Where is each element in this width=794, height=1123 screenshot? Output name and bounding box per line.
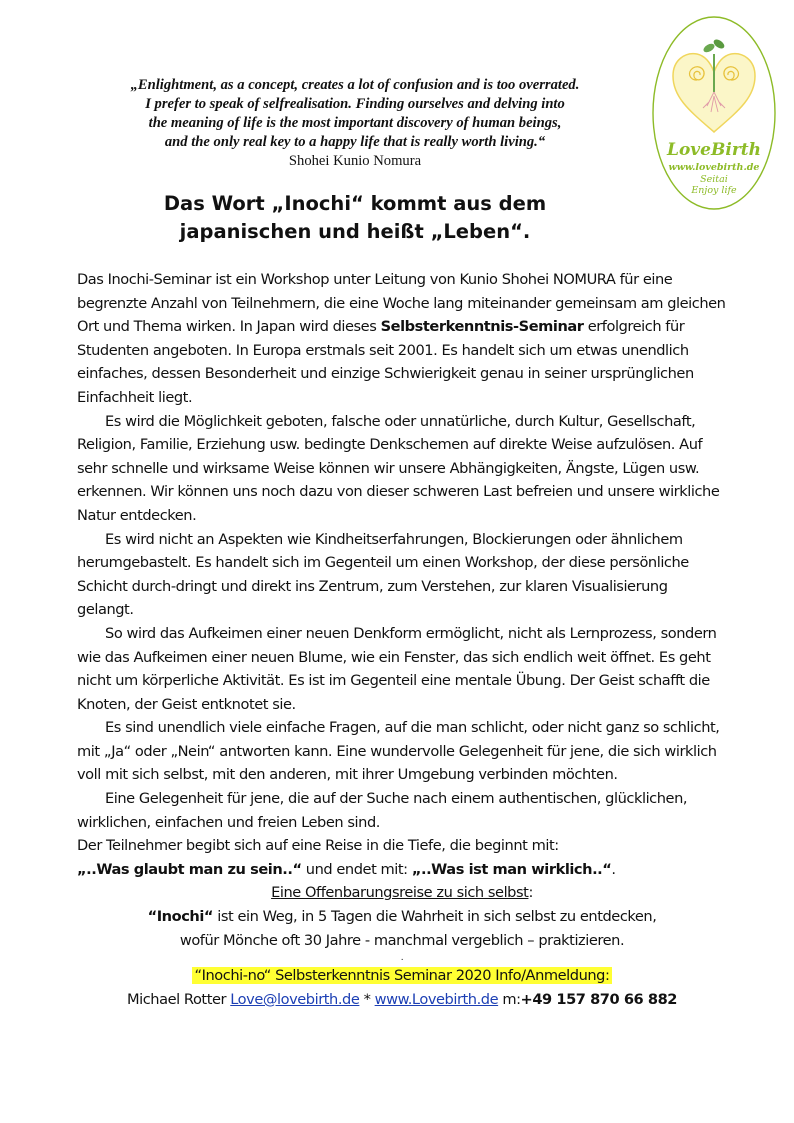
journey-colon: : <box>528 884 533 902</box>
paragraph <box>77 268 727 410</box>
footer-contact <box>77 988 727 1012</box>
footer-highlight-line <box>77 964 727 988</box>
paragraph: Eine Gelegenheit für jene, die auf der Suche nach einem authentischen, glücklichen, wirklichen, einfachen und freien Leben sind. <box>77 790 688 831</box>
paragraph: So wird das Aufkeimen einer neuen Denkform ermöglicht, nicht als Lernprozess, sondern wie das Aufkeimen einer neuen Blume, wie ein Fenster, das sich endlich weit öffnet. Es geht nicht um körperliche Aktivität. Es ist im Gegenteil eine mentale Übung. Der Geist schafft die Knoten, der Geist entknotet sie. <box>77 624 717 713</box>
paragraph-text: erfolgreich für Studenten angeboten. In Europa erstmals seit 2001. Es handelt sich um etwas unendlich einfaches, dessen Besonderheit und einzige Schwierigkeit genau in seiner ursprünglichen Einfachheit liegt. <box>77 318 694 406</box>
quote-line: the meaning of life is the most important discovery of human beings, <box>148 115 562 131</box>
paragraph-bold: „..Was glaubt man zu sein..“ <box>77 860 302 878</box>
journey-underlined: Eine Offenbarungsreise zu sich selbst <box>271 884 529 902</box>
paragraph-bold: Selbsterkenntnis-Seminar <box>380 318 584 336</box>
email-link[interactable]: Love@lovebirth.de <box>230 990 360 1008</box>
inochi-line <box>77 905 727 929</box>
paragraph-text: und endet mit: <box>301 860 412 878</box>
journey-line <box>77 881 727 905</box>
phone-number: +49 157 870 66 882 <box>520 990 678 1008</box>
phone-prefix: m: <box>498 990 521 1008</box>
inochi-bold: “Inochi“ <box>147 908 214 926</box>
logo-url: www.lovebirth.de <box>668 162 760 173</box>
paragraph: Es wird die Möglichkeit geboten, falsche oder unnatürliche, durch Kultur, Gesellschaft, Religion, Familie, Erziehung usw. bedingte Denkschemen auf direkte Weise aufzulösen. Auf sehr schnelle und wirksame Weise können wir unsere Abhängigkeiten, Ängste, Lügen usw. erkennen. Wir können uns noch dazu von dieser schweren Last befreien und unsere wirkliche Natur entdecken. <box>77 412 720 524</box>
title-line: japanischen und heißt „Leben“. <box>179 220 531 243</box>
logo-subtitle: Enjoy life <box>691 185 737 196</box>
website-link[interactable]: www.Lovebirth.de <box>374 990 499 1008</box>
paragraph-bold: „..Was ist man wirklich..“ <box>411 860 612 878</box>
quote-line: I prefer to speak of selfrealisation. Finding ourselves and delving into <box>145 96 565 112</box>
paragraph: Der Teilnehmer begibt sich auf eine Reise in die Tiefe, die beginnt mit: <box>77 837 559 855</box>
quote-author: Shohei Kunio Nomura <box>288 153 422 169</box>
paragraph <box>77 858 727 882</box>
paragraph: Es wird nicht an Aspekten wie Kindheitserfahrungen, Blockierungen oder ähnlichem herumgebastelt. Es handelt sich im Gegenteil um einen Workshop, der diese persönliche Schicht durch-dringt und direkt ins Zentrum, zum Verstehen, zur klaren Visualisierung gelangt. <box>77 530 689 619</box>
quote-line: and the only real key to a happy life that is really worth living.“ <box>164 134 546 150</box>
title-line: Das Wort „Inochi“ kommt aus dem <box>163 192 547 215</box>
quote-line: „Enlightment, as a concept, creates a lot of confusion and is too overrated. <box>130 77 580 93</box>
logo-subtitle: Seitai <box>700 174 728 185</box>
contact-separator: * <box>359 990 375 1008</box>
inochi-line: wofür Mönche oft 30 Jahre - manchmal vergeblich – praktizieren. <box>179 931 625 949</box>
paragraph-text: Das Inochi-Seminar ist ein Workshop unter Leitung von Kunio Shohei NOMURA für eine begrenzte Anzahl von Teilnehmern, die eine Woche lang miteinander gemeinsam am gleichen Ort und Thema wirken. In Japan wird dieses <box>77 271 726 336</box>
document-body <box>77 268 727 1011</box>
contact-name: Michael Rotter <box>126 990 231 1008</box>
paragraph-text: . <box>611 860 616 878</box>
footer-highlight: “Inochi-no“ Selbsterkenntnis Seminar 2020 Info/Anmeldung: <box>192 967 613 984</box>
logo-brand: LoveBirth <box>667 140 761 160</box>
inochi-text: ist ein Weg, in 5 Tagen die Wahrheit in sich selbst zu entdecken, <box>213 908 657 926</box>
separator-dot: . <box>400 953 404 964</box>
quote-block <box>70 76 640 171</box>
paragraph: Es sind unendlich viele einfache Fragen, auf die man schlicht, oder nicht ganz so schlicht, mit „Ja“ oder „Nein“ antworten kann. Eine wundervolle Gelegenheit für jene, die sich wirklich voll mit sich selbst, mit den anderen, mit ihrer Umgebung verbinden möchten. <box>77 719 720 784</box>
document-title <box>120 190 590 246</box>
